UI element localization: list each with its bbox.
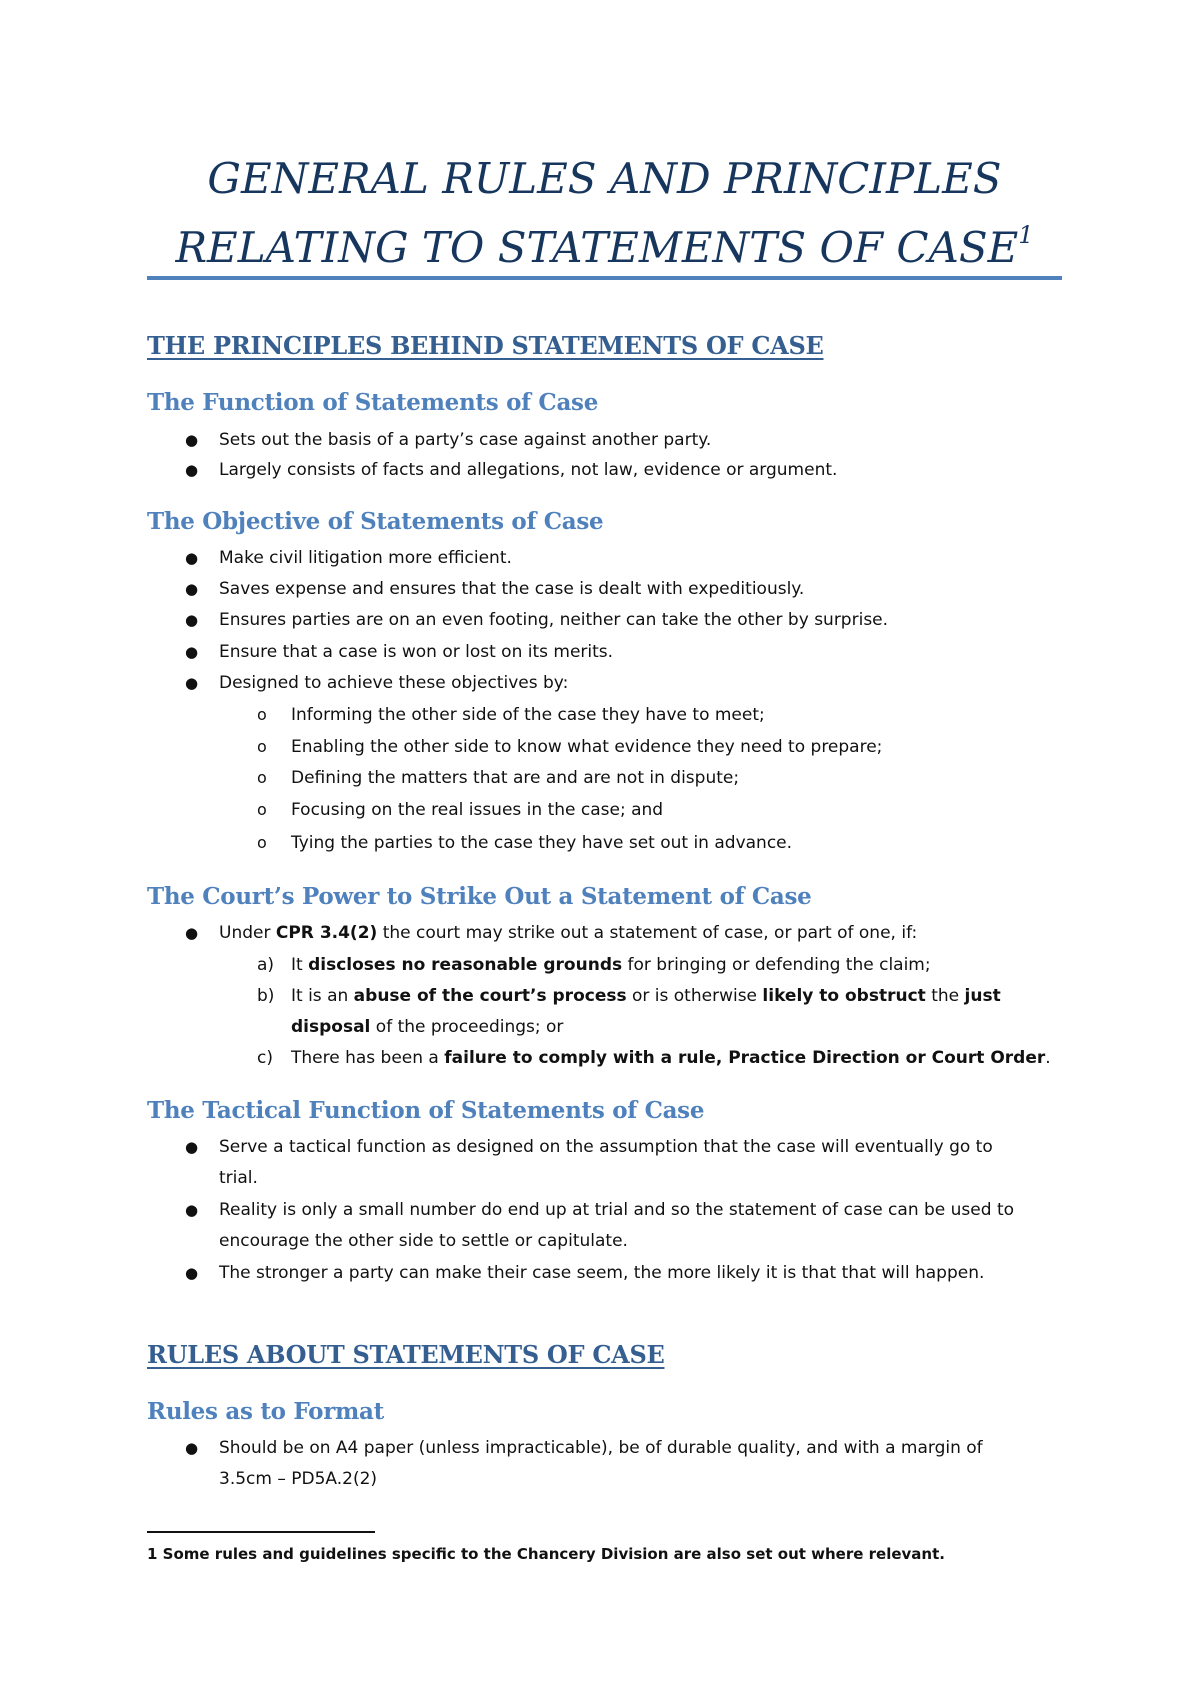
lettered-marker: b) bbox=[257, 986, 275, 1006]
sub-bullet-marker: o bbox=[257, 800, 267, 819]
bullet-icon: ● bbox=[185, 1439, 199, 1457]
sub-bullet-marker: o bbox=[257, 737, 267, 756]
lettered-item-bold: disposal bbox=[291, 1017, 371, 1037]
bullet-icon: ● bbox=[185, 1201, 199, 1219]
list-item-continuation: 3.5cm – PD5A.2(2) bbox=[219, 1469, 378, 1489]
title-text: RELATING TO STATEMENTS OF CASE bbox=[175, 223, 1019, 272]
footnote-separator bbox=[147, 1531, 375, 1533]
list-item: Designed to achieve these objectives by: bbox=[219, 673, 569, 693]
list-item: Ensures parties are on an even footing, neither can take the other by surprise. bbox=[219, 610, 889, 630]
list-item-bold: CPR 3.4(2) bbox=[275, 923, 378, 943]
list-item-continuation: trial. bbox=[219, 1168, 258, 1188]
lettered-item-text: of the proceedings; or bbox=[370, 1017, 564, 1037]
list-item: Largely consists of facts and allegations, not law, evidence or argument. bbox=[219, 460, 838, 480]
sub-list-item: Enabling the other side to know what evidence they need to prepare; bbox=[291, 737, 883, 757]
bullet-icon: ● bbox=[185, 674, 199, 692]
bullet-icon: ● bbox=[185, 431, 199, 449]
list-item bbox=[219, 921, 917, 945]
list-item: Reality is only a small number do end up at trial and so the statement of case can be used to bbox=[219, 1200, 1015, 1220]
lettered-item-bold: abuse of the court’s process bbox=[353, 986, 627, 1006]
lettered-item bbox=[291, 984, 1001, 1008]
lettered-item bbox=[291, 953, 931, 977]
lettered-item-text: the bbox=[925, 986, 965, 1006]
subheading-tactical: The Tactical Function of Statements of Case bbox=[147, 1097, 705, 1124]
lettered-item-text: It bbox=[291, 955, 309, 975]
list-item: Serve a tactical function as designed on the assumption that the case will eventually go to bbox=[219, 1137, 993, 1157]
list-item: The stronger a party can make their case seem, the more likely it is that that will happen. bbox=[219, 1263, 985, 1283]
lettered-item-text: or is otherwise bbox=[626, 986, 763, 1006]
lettered-item-continuation bbox=[291, 1015, 563, 1039]
list-item-text: Under bbox=[219, 923, 276, 943]
document-title-line-1: GENERAL RULES AND PRINCIPLES bbox=[207, 154, 1002, 203]
lettered-item-bold: discloses no reasonable grounds bbox=[308, 955, 623, 975]
lettered-marker: a) bbox=[257, 955, 275, 975]
bullet-icon: ● bbox=[185, 549, 199, 567]
section-heading-principles: THE PRINCIPLES BEHIND STATEMENTS OF CASE bbox=[147, 331, 824, 360]
list-item: Ensure that a case is won or lost on its merits. bbox=[219, 642, 614, 662]
sub-bullet-marker: o bbox=[257, 833, 267, 852]
title-footnote-ref: 1 bbox=[1018, 221, 1034, 249]
document-title-line-2 bbox=[147, 208, 1062, 279]
footnote: 1 Some rules and guidelines specific to the Chancery Division are also set out where relevant. bbox=[147, 1545, 945, 1563]
lettered-item-text: for bringing or defending the claim; bbox=[622, 955, 931, 975]
lettered-item-bold: just bbox=[964, 986, 1001, 1006]
lettered-item-text: It is an bbox=[291, 986, 354, 1006]
bullet-icon: ● bbox=[185, 1138, 199, 1156]
lettered-item bbox=[291, 1046, 1051, 1070]
list-item: Sets out the basis of a party’s case against another party. bbox=[219, 430, 712, 450]
lettered-item-text: . bbox=[1045, 1048, 1051, 1068]
sub-list-item: Informing the other side of the case they have to meet; bbox=[291, 705, 765, 725]
subheading-function: The Function of Statements of Case bbox=[147, 389, 599, 416]
bullet-icon: ● bbox=[185, 461, 199, 479]
lettered-item-bold: likely to obstruct bbox=[762, 986, 926, 1006]
sub-list-item: Tying the parties to the case they have set out in advance. bbox=[291, 833, 793, 853]
lettered-marker: c) bbox=[257, 1048, 273, 1068]
bullet-icon: ● bbox=[185, 580, 199, 598]
lettered-item-text: There has been a bbox=[291, 1048, 445, 1068]
subheading-objective: The Objective of Statements of Case bbox=[147, 508, 604, 535]
list-item: Saves expense and ensures that the case is dealt with expeditiously. bbox=[219, 579, 805, 599]
list-item-text: the court may strike out a statement of case, or part of one, if: bbox=[377, 923, 918, 943]
sub-list-item: Defining the matters that are and are not in dispute; bbox=[291, 768, 740, 788]
list-item: Make civil litigation more efficient. bbox=[219, 548, 512, 568]
bullet-icon: ● bbox=[185, 611, 199, 629]
sub-list-item: Focusing on the real issues in the case; and bbox=[291, 800, 664, 820]
list-item-continuation: encourage the other side to settle or capitulate. bbox=[219, 1231, 628, 1251]
subheading-strike-out: The Court’s Power to Strike Out a Statement of Case bbox=[147, 883, 812, 910]
lettered-item-bold: failure to comply with a rule, Practice Direction or Court Order bbox=[444, 1048, 1046, 1068]
subheading-format: Rules as to Format bbox=[147, 1398, 384, 1425]
section-heading-rules: RULES ABOUT STATEMENTS OF CASE bbox=[147, 1340, 665, 1369]
bullet-icon: ● bbox=[185, 643, 199, 661]
sub-bullet-marker: o bbox=[257, 705, 267, 724]
title-underline-rule bbox=[147, 276, 1062, 280]
bullet-icon: ● bbox=[185, 1264, 199, 1282]
sub-bullet-marker: o bbox=[257, 768, 267, 787]
list-item: Should be on A4 paper (unless impracticable), be of durable quality, and with a margin of bbox=[219, 1438, 983, 1458]
bullet-icon: ● bbox=[185, 924, 199, 942]
